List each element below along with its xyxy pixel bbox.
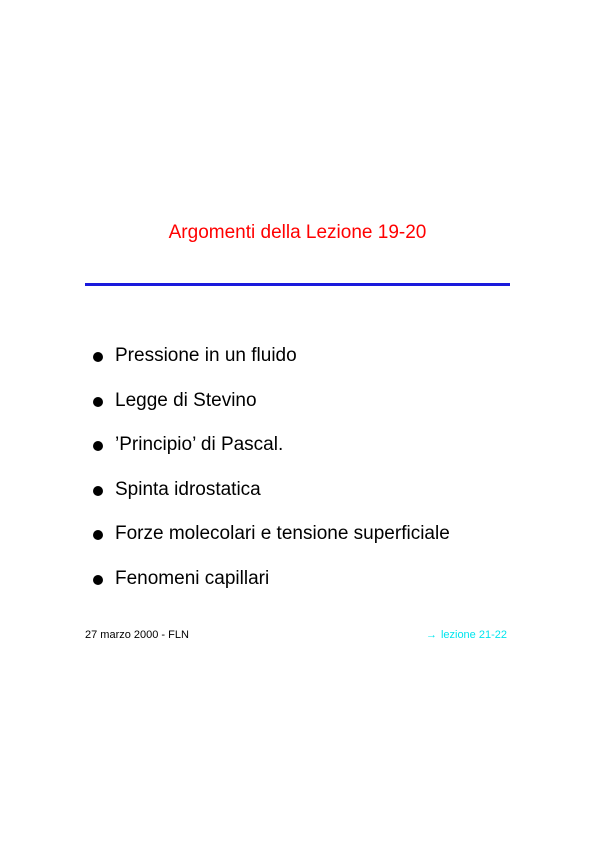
next-lesson-link-label: lezione 21-22: [440, 629, 507, 641]
next-lesson-link[interactable]: [426, 629, 507, 641]
slide-title: Argomenti della Lezione 19-20: [168, 222, 427, 243]
bullet-icon: [93, 486, 103, 496]
list-item: [93, 387, 450, 432]
list-item-text: Fenomeni capillari: [115, 567, 270, 589]
bullet-icon: [93, 352, 103, 362]
bullet-list: [93, 342, 450, 610]
arrow-right-icon: →: [425, 629, 437, 641]
bullet-icon: [93, 530, 103, 540]
title-divider: [85, 283, 510, 286]
list-item: [93, 431, 450, 476]
list-item: [93, 342, 450, 387]
bullet-icon: [93, 575, 103, 585]
bullet-icon: [93, 397, 103, 407]
list-item-text: Legge di Stevino: [115, 389, 257, 411]
bullet-icon: [93, 441, 103, 451]
list-item: [93, 520, 450, 565]
list-item-text: ’Principio’ di Pascal.: [115, 434, 284, 456]
list-item: [93, 476, 450, 521]
list-item-text: Forze molecolari e tensione superficiale: [115, 523, 450, 545]
list-item-text: Pressione in un fluido: [115, 345, 297, 366]
footer-date-author: 27 marzo 2000 - FLN: [85, 629, 189, 641]
list-item-text: Spinta idrostatica: [115, 478, 261, 500]
list-item: [93, 565, 450, 610]
